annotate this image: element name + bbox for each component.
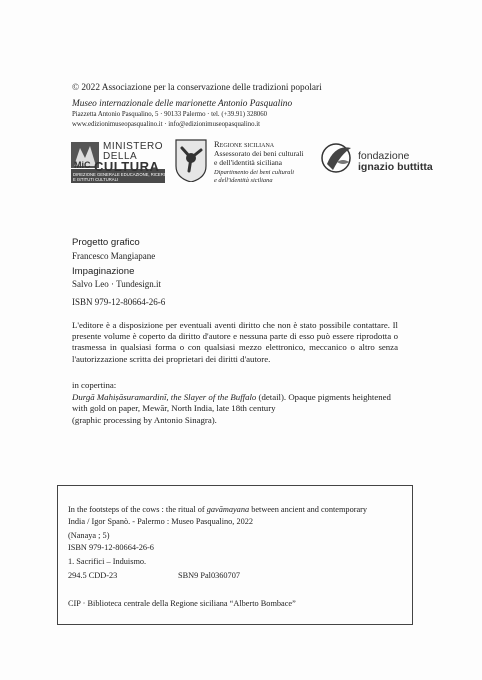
cip-line-isbn: ISBN 979-12-80664-26-6 (68, 543, 154, 552)
regione-title: Regione siciliana (214, 139, 275, 149)
cip-title-end: between ancient and contemporary (249, 505, 368, 514)
rights-notice: L'editore è a disposizione per eventuali aventi diritto che non è stato possibile contattare. Il presente volume è coperto da diritto d'autore e nessuna parte di esso può essere riprodotta o trasmessa in qualsiasi forma o con qualsiasi mezzo elettronico, meccanico o altro senza l'autorizzazione scritta dei proprietari dei diritti d'autore. (72, 320, 398, 364)
cip-line-library: CIP · Biblioteca centrale della Regione siciliana “Alberto Bombace” (68, 599, 296, 608)
copyright-line: © 2022 Associazione per la conservazione delle tradizioni popolari (72, 83, 322, 93)
ministero-cultura-logo (70, 140, 170, 184)
cip-title-italic: gavāmayana (206, 505, 250, 514)
layout-heading: Impaginazione (72, 266, 135, 277)
regione-line2: e dell'identità siciliana (214, 158, 282, 167)
isbn: ISBN 979-12-80664-26-6 (72, 297, 166, 307)
mic-sub1: DIREZIONE GENERALE EDUCAZIONE, RICERCA (73, 172, 170, 177)
mic-line2: DELLA (103, 151, 138, 162)
fondazione-buttitta-logo (321, 140, 441, 180)
regione-line4: e dell'identità siciliana (214, 177, 273, 184)
museum-address: Piazzetta Antonio Pasqualino, 5 · 90133 Palermo · tel. (+39.91) 328060 (72, 111, 268, 118)
fondazione-leaf-icon (321, 140, 355, 180)
trinacria-icon (174, 138, 208, 182)
cip-title-start: In the footsteps of the cows : the ritual of (68, 505, 207, 514)
regione-line1: Assessorato dei beni culturali (214, 149, 304, 158)
museum-name: Museo internazionale delle marionette Antonio Pasqualino (72, 99, 293, 109)
cover-description (72, 392, 402, 426)
cover-details: (detail). Opaque pigments heightened with gold on paper, Mewār, North India, late 18th century (72, 392, 391, 414)
cip-line-series: (Nanaya ; 5) (68, 531, 110, 540)
mic-abbr: MiC (74, 160, 91, 170)
cip-record-box (57, 485, 413, 625)
cover-title: Durgā Mahiṣāsuramardinī, the Slayer of the Buffalo (72, 392, 257, 402)
regione-line3: Dipartimento dei beni culturali (214, 169, 295, 176)
project-designer: Francesco Mangiapane (72, 251, 156, 261)
cip-line-sbn: SBN9 Pal0360707 (178, 571, 241, 580)
cip-line-subject: 1. Sacrifici – Induismo. (68, 557, 147, 566)
cover-credit: (graphic processing by Antonio Sinagra). (72, 414, 217, 425)
cover-heading: in copertina: (72, 380, 117, 390)
mic-line1: MINISTERO (103, 141, 164, 152)
mic-line3: CULTURA (94, 159, 160, 174)
regione-siciliana-logo (174, 138, 312, 188)
museum-web: www.edizionimuseopasqualino.it · info@edizionimuseopasqualino.it (72, 121, 260, 128)
project-heading: Progetto grafico (72, 237, 140, 248)
layout-designer: Salvo Leo · Tundesign.it (72, 279, 162, 289)
fondazione-line2: ignazio buttitta (358, 161, 433, 173)
fondazione-line1: fondazione (358, 150, 410, 162)
mic-sub2: E ISTITUTI CULTURALI (73, 177, 119, 182)
cip-line-title (68, 505, 367, 514)
cip-line-cdd: 294.5 CDD-23 (68, 571, 118, 580)
cip-line-author: India / Igor Spanò. - Palermo : Museo Pasqualino, 2022 (68, 517, 254, 526)
